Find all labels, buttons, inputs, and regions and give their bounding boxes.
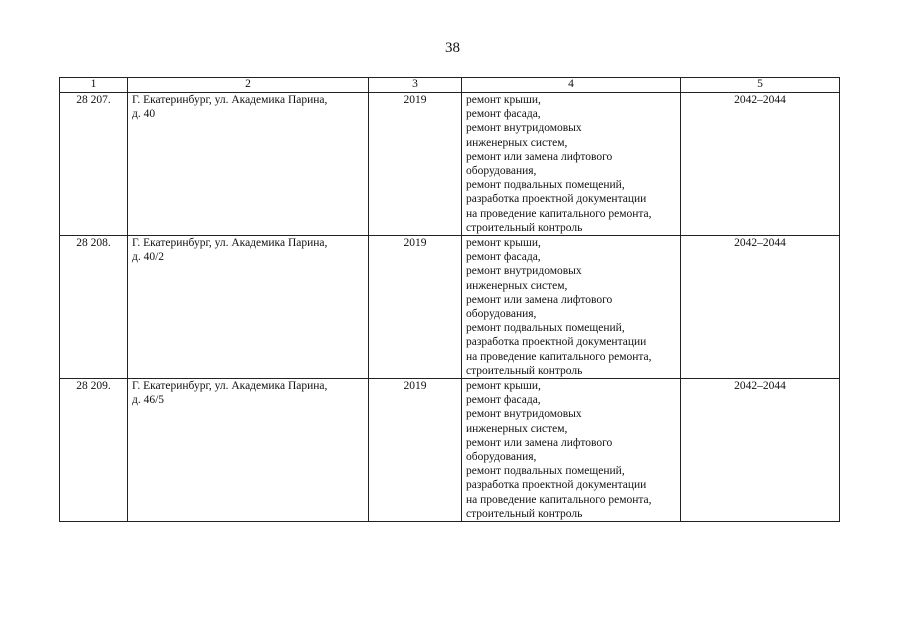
year-cell: 2019 [369, 236, 462, 379]
row-number-cell: 28 207. [60, 93, 128, 236]
address-line: Г. Екатеринбург, ул. Академика Парина, [132, 380, 328, 393]
work-item: разработка проектной документации [466, 479, 647, 492]
column-header-4: 4 [462, 78, 681, 93]
works-cell [462, 379, 681, 522]
work-item: строительный контроль [466, 507, 583, 520]
work-item: ремонт крыши, [466, 94, 541, 106]
work-item: на проведение капитального ремонта, [466, 350, 652, 363]
work-item: оборудования, [466, 451, 537, 464]
table-row [60, 236, 840, 379]
works-cell [462, 236, 681, 379]
work-item: инженерных систем, [466, 422, 568, 435]
work-item: ремонт или замена лифтового [466, 436, 613, 449]
year-cell: 2019 [369, 379, 462, 522]
works-cell [462, 93, 681, 236]
work-item: ремонт внутридомовых [466, 265, 582, 278]
page-number: 38 [445, 40, 460, 56]
year-cell: 2019 [369, 93, 462, 236]
work-item: ремонт внутридомовых [466, 408, 582, 421]
column-header-1: 1 [60, 78, 128, 93]
work-item: строительный контроль [466, 364, 583, 377]
period-cell: 2042–2044 [681, 236, 840, 379]
work-item: разработка проектной документации [466, 336, 647, 349]
header-row [60, 78, 840, 93]
address-line: Г. Екатеринбург, ул. Академика Парина, [132, 94, 328, 106]
row-number-cell: 28 208. [60, 236, 128, 379]
address-line: Г. Екатеринбург, ул. Академика Парина, [132, 237, 328, 250]
address-cell [128, 236, 369, 379]
column-header-3: 3 [369, 78, 462, 93]
work-item: строительный контроль [466, 221, 583, 234]
period-cell: 2042–2044 [681, 379, 840, 522]
work-item: ремонт крыши, [466, 380, 541, 393]
work-item: ремонт внутридомовых [466, 122, 582, 135]
row-number-cell: 28 209. [60, 379, 128, 522]
work-item: ремонт подвальных помещений, [466, 322, 625, 335]
work-item: ремонт подвальных помещений, [466, 465, 625, 478]
address-line: д. 40/2 [132, 251, 165, 264]
work-item: ремонт или замена лифтового [466, 293, 613, 306]
address-cell [128, 379, 369, 522]
work-item: ремонт крыши, [466, 237, 541, 250]
work-item: инженерных систем, [466, 136, 568, 149]
column-header-5: 5 [681, 78, 840, 93]
column-header-2: 2 [128, 78, 369, 93]
table-row [60, 379, 840, 522]
work-item: ремонт подвальных помещений, [466, 179, 625, 192]
work-item: ремонт фасада, [466, 108, 541, 121]
table-row [60, 93, 840, 236]
work-item: ремонт фасада, [466, 251, 541, 264]
work-item: оборудования, [466, 308, 537, 321]
work-item: на проведение капитального ремонта, [466, 207, 652, 220]
work-item: ремонт фасада, [466, 394, 541, 407]
work-item: инженерных систем, [466, 279, 568, 292]
period-cell: 2042–2044 [681, 93, 840, 236]
work-item: на проведение капитального ремонта, [466, 493, 652, 506]
address-line: д. 46/5 [132, 394, 165, 407]
address-cell [128, 93, 369, 236]
address-line: д. 40 [132, 108, 156, 121]
work-item: оборудования, [466, 165, 537, 178]
work-item: разработка проектной документации [466, 193, 647, 206]
repair-schedule-table [59, 77, 840, 522]
work-item: ремонт или замена лифтового [466, 150, 613, 163]
